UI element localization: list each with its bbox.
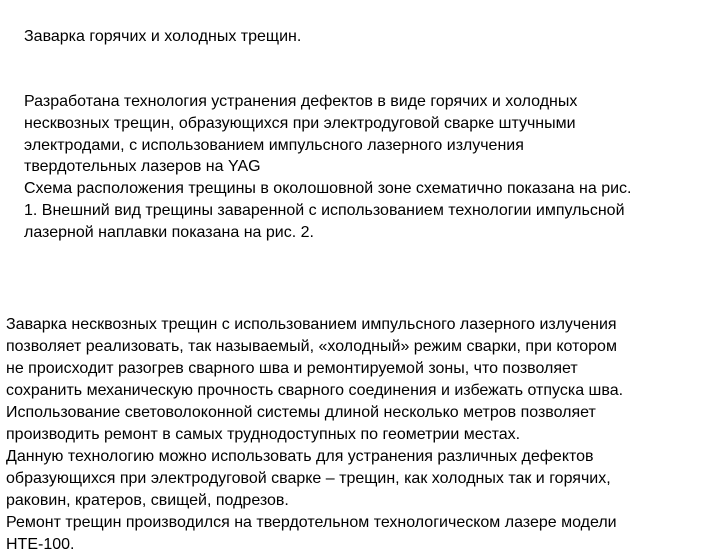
text-line: производить ремонт в самых труднодоступных по геометрии местах. (6, 426, 521, 443)
slide-title: Заварка горячих и холодных трещин. (24, 28, 302, 45)
text-line: несквозных трещин, образующихся при электродуговой сварке штучными (24, 114, 576, 132)
text-line: раковин, кратеров, свищей, подрезов. (6, 492, 289, 509)
text-line: 1. Внешний вид трещины заваренной с использованием технологии импульсной (24, 201, 625, 219)
text-line: Разработана технология устранения дефектов в виде горячих и холодных (24, 93, 578, 110)
text-line: Данную технологию можно использовать для устранения различных дефектов (6, 448, 594, 465)
text-line: не происходит разогрев сварного шва и ремонтируемой зоны, что позволяет (6, 360, 578, 377)
text-line: Использование световолоконной системы длиной несколько метров позволяет (6, 404, 596, 421)
text-line: НТЕ-100. (6, 536, 75, 553)
text-line: сохранить механическую прочность сварного соединения и избежать отпуска шва. (6, 382, 624, 399)
details-paragraph (6, 314, 718, 556)
text-line: Схема расположения трещины в околошовной зоне схематично показана на рис. (24, 180, 632, 198)
text-line: лазерной наплавки показана на рис. 2. (24, 223, 314, 241)
text-line: позволяет реализовать, так называемый, «холодный» режим сварки, при котором (6, 338, 617, 355)
text-line: Заварка несквозных трещин с использованием импульсного лазерного излучения (6, 316, 617, 333)
text-line: электродами, с использованием импульсного лазерного излучения (24, 136, 524, 154)
text-line: Ремонт трещин производился на твердотельном технологическом лазере модели (6, 514, 617, 531)
intro-paragraph (24, 91, 714, 244)
text-line: твердотельных лазеров на YAG (24, 158, 261, 176)
text-line: образующихся при электродуговой сварке – трещин, как холодных так и горячих, (6, 470, 611, 487)
